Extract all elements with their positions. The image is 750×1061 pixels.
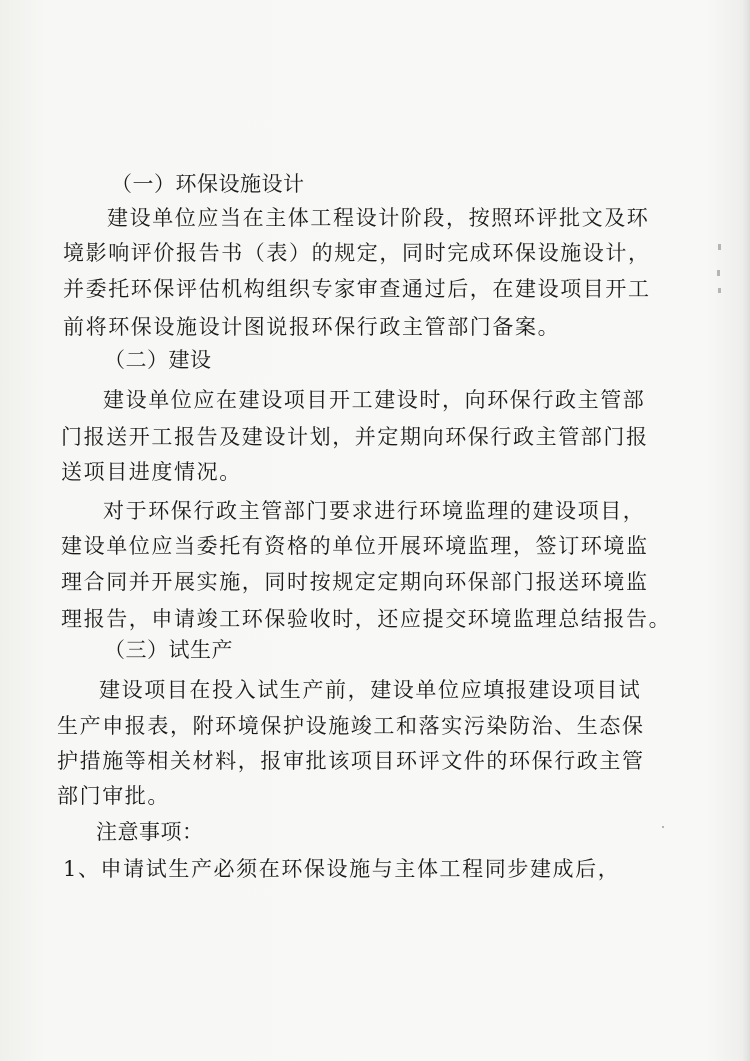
paragraph-line: 理合同并开展实施，同时按规定定期向环保部门报送环境监 bbox=[61, 570, 649, 594]
paragraph-line: 建设单位应当在主体工程设计阶段，按照环评批文及环 bbox=[107, 206, 650, 230]
scan-mark bbox=[718, 244, 721, 250]
section-heading-3: （三）试生产 bbox=[104, 638, 233, 662]
notes-heading: 注意事项： bbox=[96, 820, 204, 844]
paragraph-line: 生产申报表，附环境保护设施竣工和落实污染防治、生态保 bbox=[57, 714, 645, 738]
paragraph-line: 建设项目在投入试生产前，建设单位应填报建设项目试 bbox=[99, 678, 642, 702]
paragraph-line: 护措施等相关材料，报审批该项目环评文件的环保行政主管 bbox=[57, 749, 645, 773]
paragraph-line: 理报告，申请竣工环保验收时，还应提交环境监理总结报告。 bbox=[61, 607, 672, 631]
scan-mark bbox=[717, 270, 720, 276]
paragraph-line: 送项目进度情况。 bbox=[61, 460, 242, 484]
page-edge-shadow bbox=[742, 0, 750, 1061]
paragraph-line: 境影响评价报告书（表）的规定，同时完成环保设施设计， bbox=[63, 241, 651, 265]
note-item: 1、申请试生产必须在环保设施与主体工程同步建成后， bbox=[63, 857, 621, 881]
section-heading-1: （一）环保设施设计 bbox=[111, 172, 305, 196]
paragraph-line: 建设单位应在建设项目开工建设时，向环保行政主管部 bbox=[103, 388, 646, 412]
paragraph-line: 对于环保行政主管部门要求进行环境监理的建设项目， bbox=[103, 499, 646, 523]
scan-speck bbox=[662, 826, 664, 828]
paragraph-line: 建设单位应当委托有资格的单位开展环境监理，签订环境监 bbox=[61, 534, 649, 558]
paragraph-line: 并委托环保评估机构组织专家审查通过后，在建设项目开工 bbox=[63, 277, 651, 301]
paragraph-line: 部门审批。 bbox=[57, 784, 170, 808]
paragraph-line: 门报送开工报告及建设计划，并定期向环保行政主管部门报 bbox=[61, 425, 649, 449]
section-heading-2: （二）建设 bbox=[104, 348, 212, 372]
scan-mark bbox=[718, 288, 721, 293]
paragraph-line: 前将环保设施设计图说报环保行政主管部门备案。 bbox=[63, 315, 561, 339]
